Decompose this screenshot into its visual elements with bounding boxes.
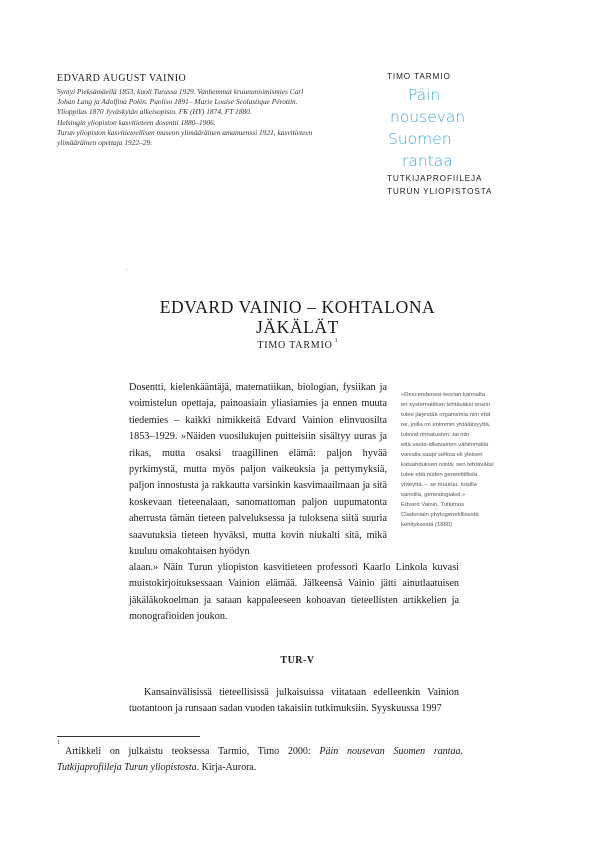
article-title-line: EDVARD VAINIO – KOHTALONA <box>159 297 436 317</box>
footnote-text-part: Artikkeli on julkaistu teoksessa Tarmio, Timo 2000: <box>65 746 320 757</box>
section-heading: TUR-V <box>280 655 315 666</box>
quote-line: eri systematiikan tehtäväksi ensiin <box>401 402 491 408</box>
footnote-divider <box>57 736 200 737</box>
series-subtitle <box>387 173 492 198</box>
footnote-reference[interactable]: 1 <box>334 338 338 344</box>
quote-line: »Descendenssi-teorian kannalta <box>401 392 486 398</box>
series-subtitle-line: TUTKIJAPROFIILEJA <box>387 174 483 183</box>
series-title-line: Päin <box>408 86 441 104</box>
article-author-name: TIMO TARMIO <box>257 340 333 351</box>
quote-line: sanoilla, genealogiaksi.» <box>401 492 466 498</box>
body-paragraph: Kansainvälisissä tieteellisissä julkaisuissa viitataan edelleenkin Vainion tuotantoon ja runsaan sadan vuoden takaisiin tutkimuksiin. Syyskuussa 1997 <box>129 687 459 715</box>
quote-line: yhteyttä, – se muutuu, toisilla <box>401 482 477 488</box>
quote-line: katsahduksen niistä; sen tehtäväksi <box>401 462 494 468</box>
bio-line: Syntyi Pieksämäellä 1853, kuoli Turussa 1929. Vanhemmat kruununnimismies Carl <box>57 87 304 96</box>
series-subtitle-line: TURUN YLIOPISTOSTA <box>387 186 493 196</box>
footnote-number: 1 <box>57 740 60 746</box>
series-title <box>388 84 465 172</box>
quote-line: että vasta-alkavainen vähimmällä <box>401 442 489 448</box>
article-title-line: JÄKÄLÄT <box>256 317 339 337</box>
bio-line: ylimääräinen opettaja 1922–29. <box>57 138 153 148</box>
paragraph-text: alaan.» <box>129 562 159 573</box>
body-paragraph <box>129 560 459 626</box>
article-title <box>0 297 595 337</box>
bio-line: Turun yliopiston kasvitieteellisen museon ylimääräinen amanuenssi 1921, kasvitieteen <box>57 127 313 137</box>
bio-line: Ylioppilas 1870 Jyväskylän alkeisopisto. FK (HY) 1874, FT 1880. <box>57 107 252 117</box>
footnote-text-part: . Kirja-Aurora. <box>196 762 257 774</box>
series-title-line: rantaa <box>402 152 453 170</box>
quote-attribution: kehityksestä (1880) <box>401 522 453 528</box>
paragraph-text: Näin Turun yliopiston kasvitieteen professori Kaarlo Linkola kuvasi muistokirjoituksessaan Vainion elämää. Jälkeensä Vainio jätti ainutlaatuisen jäkäläkokoelman ja sataan kappaleeseen kohoavan tieteellisten artikkelien ja monografioiden joukon. <box>129 562 459 623</box>
quote-line: tulee järjestää organismia niin että <box>401 412 491 418</box>
header-person-name: EDVARD AUGUST VAINIO <box>57 73 187 84</box>
quote-line: tulee että niiden geneettillistä <box>401 472 477 478</box>
quote-line: ne, joilla on enimmin yhtäläisyyttä, <box>401 422 491 428</box>
quote-attribution: Cladoniain phylogenetillisestä <box>401 512 479 518</box>
quote-line: vaivalla saapi selkoa eli yleisen <box>401 452 483 458</box>
series-title-line: nousevan <box>390 108 466 126</box>
article-author <box>0 338 595 351</box>
header-biography <box>57 87 369 148</box>
series-title-line: Suomen <box>388 130 452 148</box>
quote-line: tulevat rinnatusten, tai niin <box>401 432 470 438</box>
page-marker: . <box>126 266 128 272</box>
bio-line: Johan Lang ja Adolfina Polén. Puoliso 1891– Marie Louise Scolastique Pérottin. <box>57 97 298 107</box>
footnote-book-title: Päin nousevan Suomen rantaa. Tutkijaprofiileja Turun yliopistosta <box>57 746 463 774</box>
bio-line: Helsingin yliopiston kasvitieteen dosentti 1880–1906. <box>57 117 216 127</box>
series-author: TIMO TARMIO <box>387 72 451 81</box>
sidebar-quote <box>401 390 513 530</box>
body-paragraph: Dosentti, kielenkääntäjä, matematiikan, biologian, fysiikan ja voimistelun opettaja, painoasiain yliasiamies ja ennen muuta tiedemies – kaikki nimikkeitä Edvard Vainion elinvuosilta 1853–1929. »Näiden vuosilukujen puitteisiin sisältyy uuras ja rikas, mutta osaksi traagillinen elämä: paljon hyvää pyrkimystä, mutta myös paljon vaikeuksia ja pettymyksiä, paljon innostusta ja rakkautta varsinkin kasvimaailmaan ja sitä koskevaan tieteenalaan, sanomattoman paljon uupumatonta aherrusta tämän tieteen palveluksessa ja tuloksena siitä suuria saavutuksia tieteen hyväksi, mutta kovin niukalti sitä, mikä kuuluu omakohtaisen hyödyn <box>129 382 387 558</box>
footnote-text <box>57 744 463 777</box>
quote-attribution: Edvard Vainio, Tutkimus <box>401 502 465 508</box>
